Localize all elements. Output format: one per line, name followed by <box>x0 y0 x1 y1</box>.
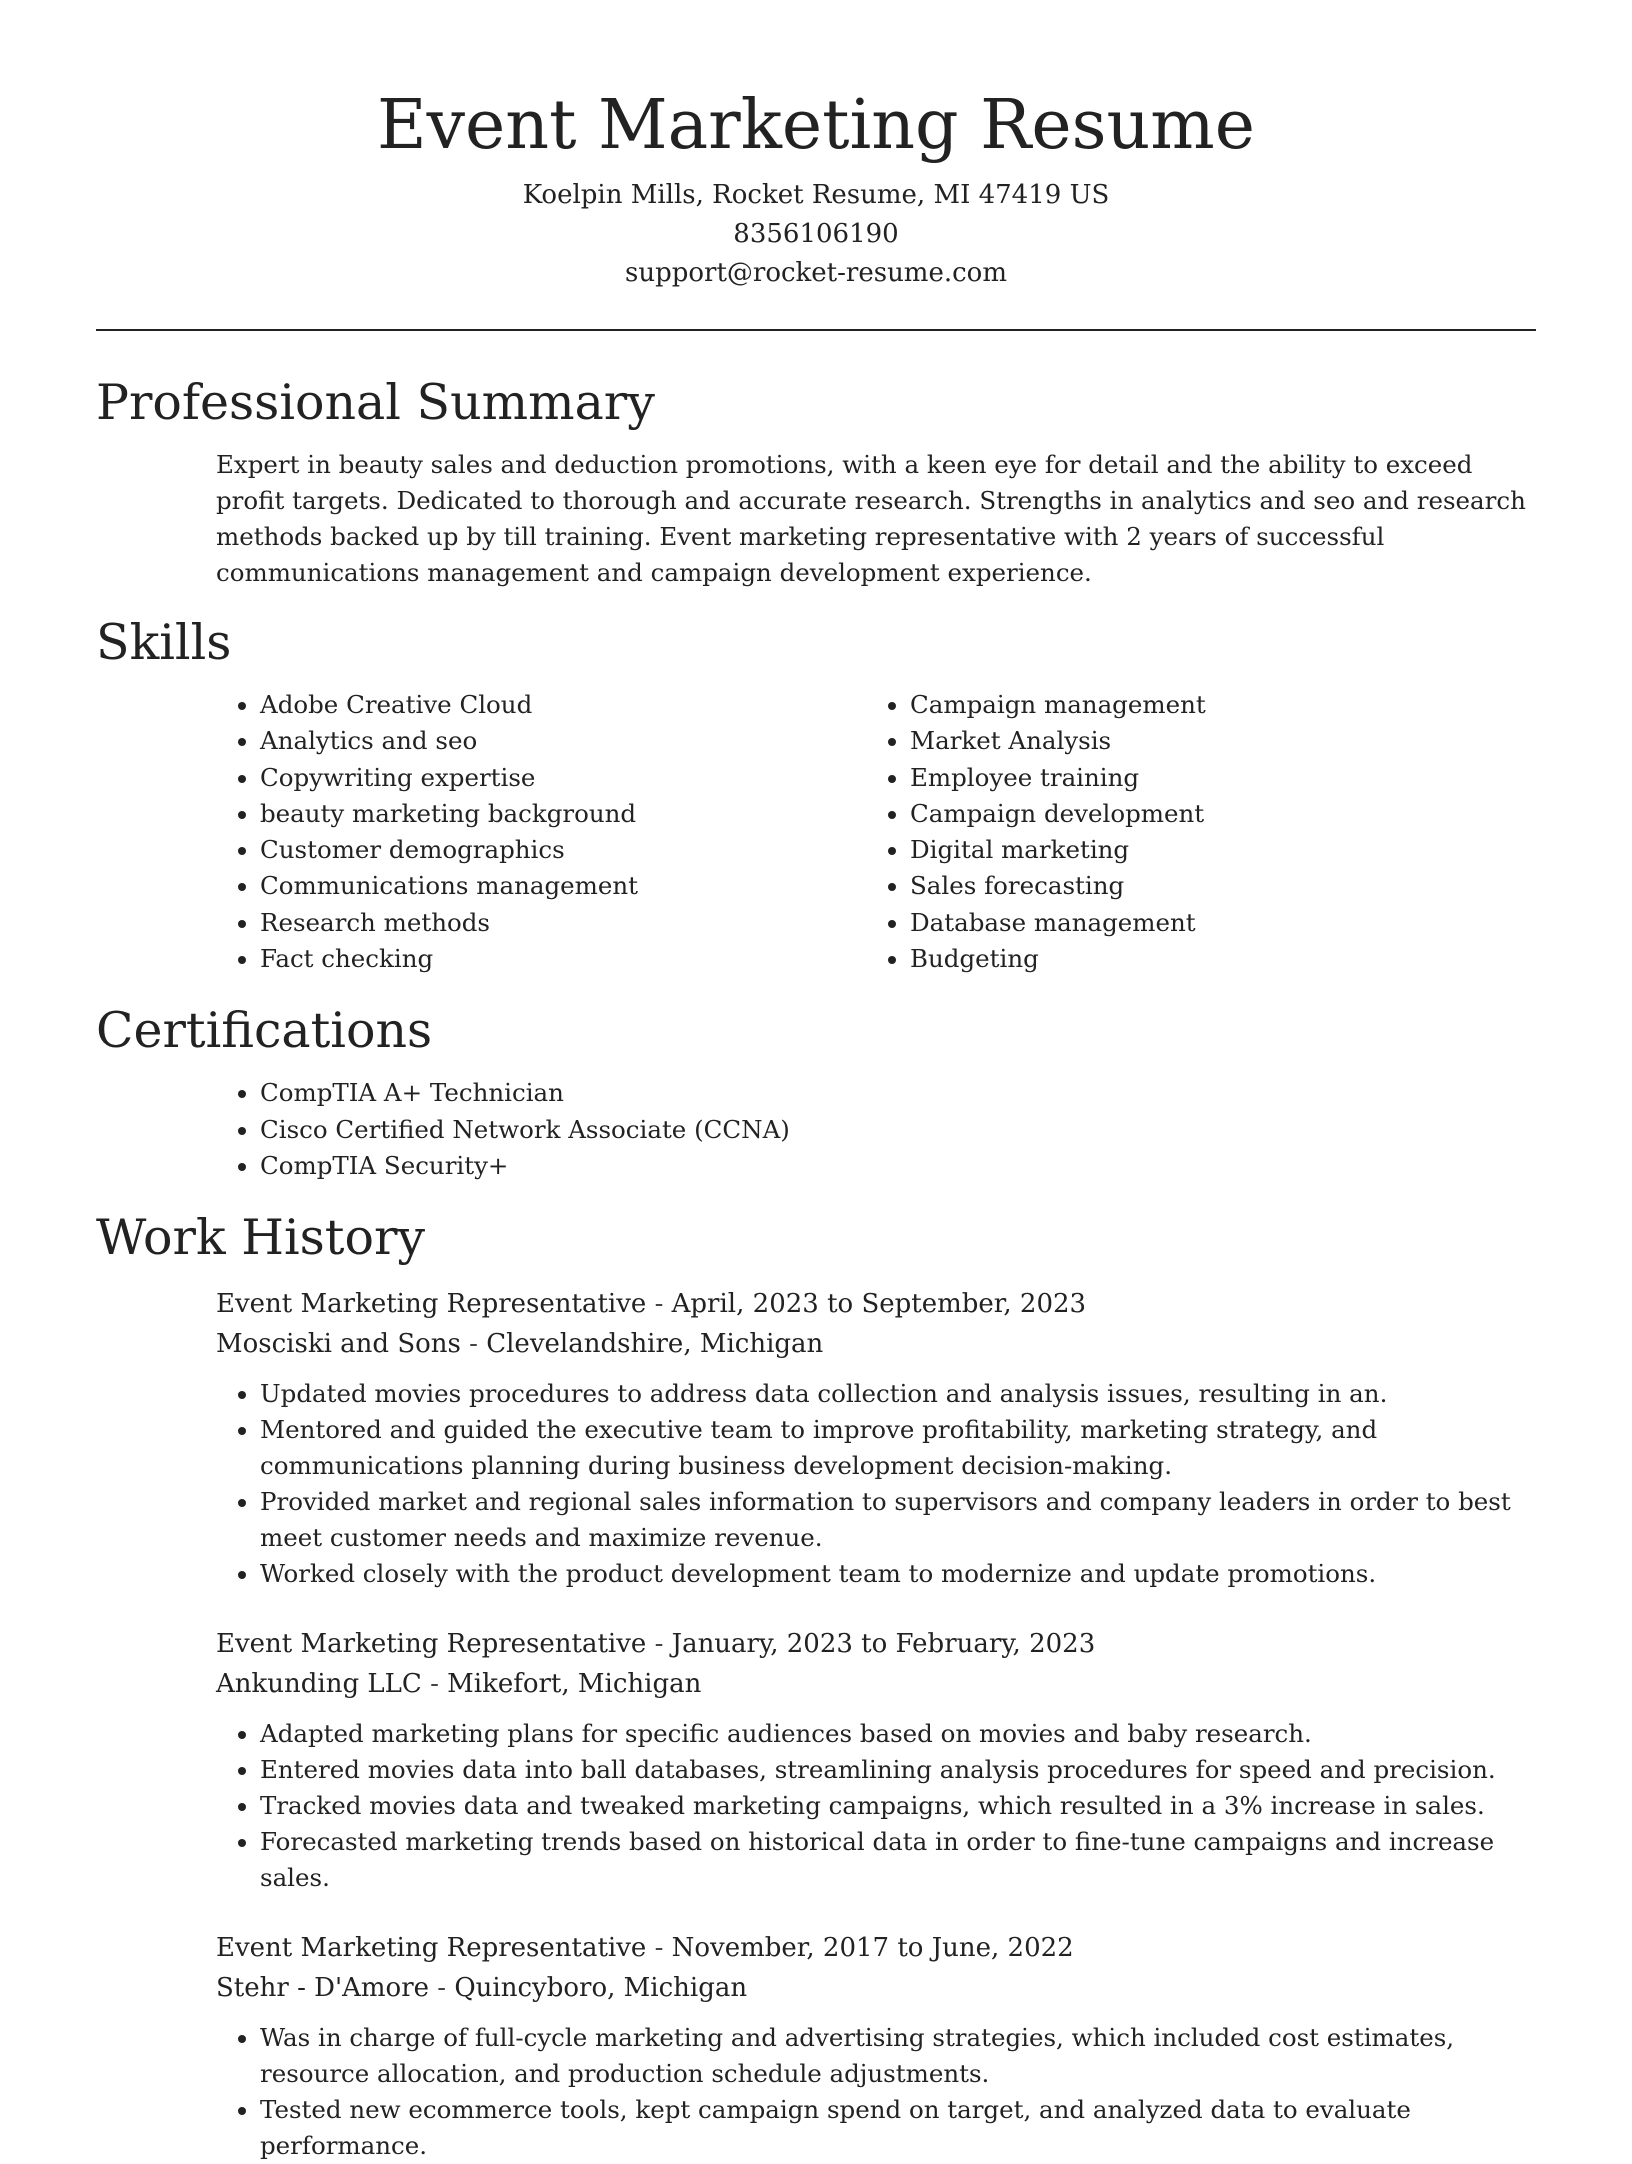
job-title: Event Marketing Representative <box>216 1629 647 1660</box>
work-history-heading: Work History <box>96 1209 426 1267</box>
job-separator: - <box>460 1329 487 1360</box>
contact-block <box>96 176 1536 293</box>
skill-item: • Analytics and seo <box>260 723 866 759</box>
job-bullets <box>216 2020 1536 2164</box>
job-company-line <box>216 1324 1536 1364</box>
job-separator: - <box>429 1973 455 2004</box>
job-title-line <box>216 1624 1536 1664</box>
skill-item: • Market Analysis <box>910 723 1516 759</box>
job-company: Ankunding LLC <box>216 1669 422 1700</box>
skills-columns <box>216 687 1536 977</box>
certifications-heading: Certifications <box>96 1002 433 1060</box>
skill-item: • Budgeting <box>910 941 1516 977</box>
job-bullets <box>216 1716 1536 1896</box>
job-entry <box>216 1284 1536 1592</box>
job-separator: - <box>646 1933 672 1964</box>
skills-column-right <box>866 687 1516 977</box>
skill-item: • beauty marketing background <box>260 796 866 832</box>
skill-item: • Employee training <box>910 760 1516 796</box>
job-bullet: • Adapted marketing plans for specific audiences based on movies and baby research. <box>260 1716 1536 1752</box>
contact-email: support@rocket-resume.com <box>624 258 1007 288</box>
job-separator: - <box>646 1629 672 1660</box>
job-company-line <box>216 1968 1536 2008</box>
job-bullets <box>216 1376 1536 1592</box>
job-title: Event Marketing Representative <box>216 1933 647 1964</box>
job-bullet: • Tested new ecommerce tools, kept campaign spend on target, and analyzed data to evaluate performance. <box>260 2092 1536 2164</box>
job-title-line <box>216 1928 1536 1968</box>
job-company: Mosciski and Sons <box>216 1329 461 1360</box>
certifications-section <box>96 1001 1536 1184</box>
skill-item: • Customer demographics <box>260 832 866 868</box>
job-location: Mikefort, Michigan <box>447 1669 702 1700</box>
certifications-list <box>216 1075 1536 1184</box>
contact-phone: 8356106190 <box>733 219 899 249</box>
resume-title: Event Marketing Resume <box>376 86 1256 165</box>
contact-address: Koelpin Mills, Rocket Resume, MI 47419 US <box>522 180 1110 210</box>
skill-item: • Database management <box>910 905 1516 941</box>
job-dates: January, 2023 to February, 2023 <box>671 1629 1096 1660</box>
job-separator: - <box>421 1669 448 1700</box>
skill-item: • Communications management <box>260 868 866 904</box>
job-entry <box>216 1928 1536 2164</box>
job-entry <box>216 1624 1536 1896</box>
skill-item: • Copywriting expertise <box>260 760 866 796</box>
skills-section <box>96 613 1536 977</box>
job-location: Clevelandshire, Michigan <box>486 1329 824 1360</box>
skill-item: • Fact checking <box>260 941 866 977</box>
resume-header <box>96 0 1536 293</box>
job-company: Stehr - D'Amore <box>216 1973 430 2004</box>
skill-item: • Adobe Creative Cloud <box>260 687 866 723</box>
certification-item: • CompTIA Security+ <box>260 1148 1536 1184</box>
job-company-line <box>216 1664 1536 1704</box>
job-bullet: • Was in charge of full-cycle marketing and advertising strategies, which included cost estimates, resource allocation, and production schedule adjustments. <box>260 2020 1536 2092</box>
job-bullet: • Mentored and guided the executive team to improve profitability, marketing strategy, and communications planning during business development decision-making. <box>260 1412 1536 1484</box>
job-separator: - <box>646 1289 672 1320</box>
job-title-line <box>216 1284 1536 1324</box>
skills-column-left <box>216 687 866 977</box>
skill-item: • Campaign management <box>910 687 1516 723</box>
job-bullet: • Tracked movies data and tweaked marketing campaigns, which resulted in a 3% increase in sales. <box>260 1788 1536 1824</box>
skill-item: • Sales forecasting <box>910 868 1516 904</box>
job-bullet: • Updated movies procedures to address data collection and analysis issues, resulting in an. <box>260 1376 1536 1412</box>
job-dates: November, 2017 to June, 2022 <box>671 1933 1074 1964</box>
skill-item: • Research methods <box>260 905 866 941</box>
skill-item: • Campaign development <box>910 796 1516 832</box>
certification-item: • Cisco Certified Network Associate (CCNA) <box>260 1112 1536 1148</box>
header-divider <box>96 329 1536 331</box>
skills-heading: Skills <box>96 614 232 671</box>
resume-page <box>96 0 1536 2161</box>
summary-text: Expert in beauty sales and deduction promotions, with a keen eye for detail and the ability to exceed profit targets. Dedicated to thorough and accurate research. Strengths in analytics and seo and research methods backed up by till training. Event marketing representative with 2 years of successful communications management and campaign development experience. <box>216 450 1526 587</box>
skill-item: • Digital marketing <box>910 832 1516 868</box>
job-dates: April, 2023 to September, 2023 <box>671 1289 1087 1320</box>
job-bullet: • Entered movies data into ball databases, streamlining analysis procedures for speed and precision. <box>260 1752 1536 1788</box>
job-bullet: • Worked closely with the product development team to modernize and update promotions. <box>260 1556 1536 1592</box>
job-bullet: • Forecasted marketing trends based on historical data in order to fine-tune campaigns and increase sales. <box>260 1824 1536 1896</box>
certification-item: • CompTIA A+ Technician <box>260 1075 1536 1111</box>
job-title: Event Marketing Representative <box>216 1289 647 1320</box>
job-bullet: • Provided market and regional sales information to supervisors and company leaders in order to best meet customer needs and maximize revenue. <box>260 1484 1536 1556</box>
work-history-section <box>96 1208 1536 2164</box>
summary-section <box>96 373 1536 591</box>
job-location: Quincyboro, Michigan <box>454 1973 748 2004</box>
summary-heading: Professional Summary <box>96 374 655 431</box>
